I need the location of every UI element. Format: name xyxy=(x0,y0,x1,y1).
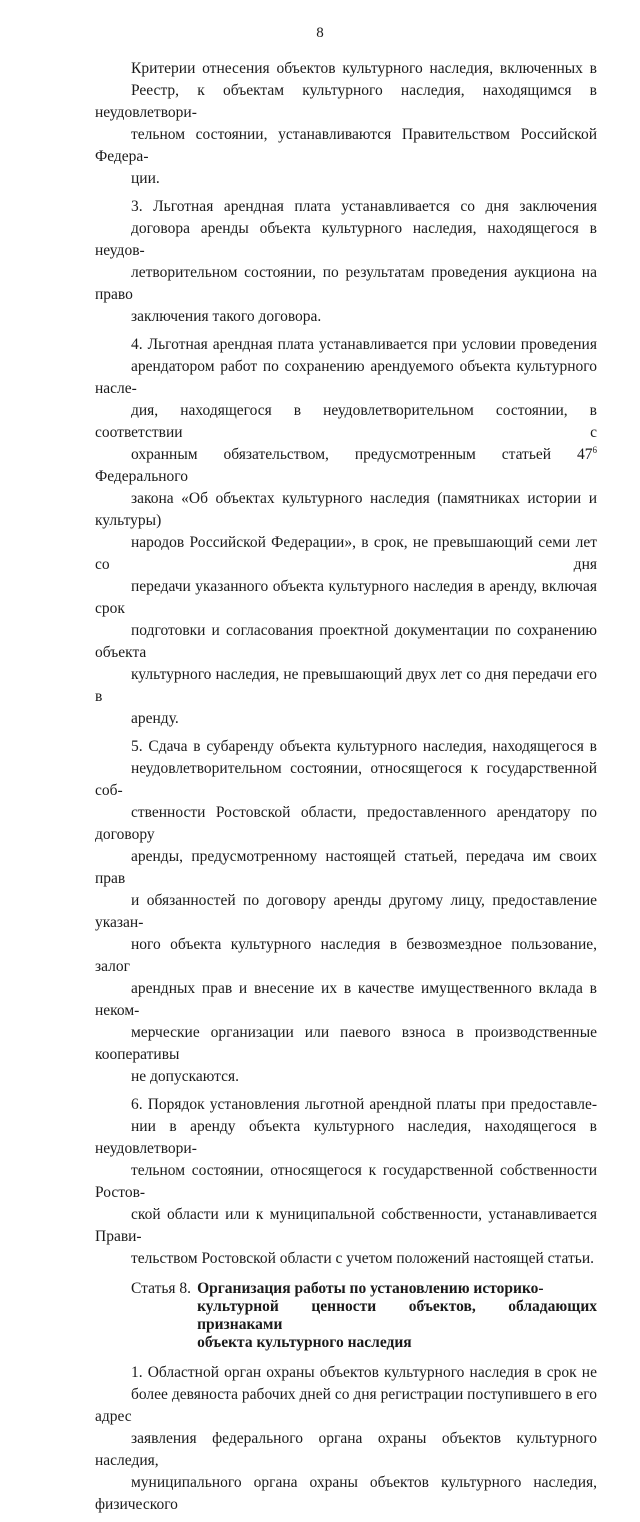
text-line: дия, находящегося в неудовлетворительном состоянии, в соответствии с xyxy=(95,402,597,441)
text-line: 5. Сдача в субаренду объекта культурного наследия, находящегося в xyxy=(131,738,597,755)
text-line: договора аренды объекта культурного наследия, находящегося в неудов- xyxy=(95,220,597,259)
article-title-line: объекта культурного наследия xyxy=(197,1334,412,1351)
text-line-with-superscript xyxy=(95,444,597,488)
text-line: арендатором работ по сохранению арендуемого объекта культурного насле- xyxy=(95,358,597,397)
paragraph-item-5 xyxy=(95,736,597,1088)
article-title xyxy=(197,1280,597,1352)
text-line: заключения такого договора. xyxy=(131,308,322,325)
text-fragment: Федерального xyxy=(95,468,189,485)
text-line: ственности Ростовской области, предоставленного арендатору по договору xyxy=(95,804,597,843)
text-line: тельством Ростовской области с учетом положений настоящей статьи. xyxy=(131,1250,594,1267)
text-line: аренду. xyxy=(131,710,179,727)
text-line: закона «Об объектах культурного наследия (памятниках истории и культуры) xyxy=(95,490,597,529)
text-line: ции. xyxy=(131,170,160,187)
article-heading xyxy=(95,1280,597,1352)
document-body xyxy=(95,58,597,1522)
text-fragment: охранным обязательством, предусмотренным статьей 47 xyxy=(131,446,593,463)
text-line: более девяноста рабочих дней со дня регистрации поступившего в его адрес xyxy=(95,1386,597,1425)
text-line: заявления федерального органа охраны объектов культурного наследия, xyxy=(95,1430,597,1469)
text-line: мерческие организации или паевого взноса в производственные кооперативы xyxy=(95,1024,597,1063)
paragraph-item-6 xyxy=(95,1094,597,1270)
text-line: культурного наследия, не превышающий двух лет со дня передачи его в xyxy=(95,666,597,705)
text-line: не допускаются. xyxy=(131,1068,240,1085)
text-line: нии в аренду объекта культурного наследия, находящегося в неудовлетвори- xyxy=(95,1118,597,1157)
article-title-line: культурной ценности объектов, обладающих признаками xyxy=(197,1298,597,1333)
text-line: 4. Льготная арендная плата устанавливается при условии проведения xyxy=(131,336,597,353)
page-number: 8 xyxy=(316,25,324,41)
text-line: неудовлетворительном состоянии, относящегося к государственной соб- xyxy=(95,760,597,799)
paragraph-item-3 xyxy=(95,196,597,328)
text-line: тельном состоянии, относящегося к государственной собственности Ростов- xyxy=(95,1162,597,1201)
text-line: и обязанностей по договору аренды другому лицу, предоставление указан- xyxy=(95,892,597,931)
text-line: летворительном состоянии, по результатам проведения аукциона на право xyxy=(95,264,597,303)
text-line: аренды, предусмотренному настоящей статьей, передача им своих прав xyxy=(95,848,597,887)
text-line: народов Российской Федерации», в срок, не превышающий семи лет со дня xyxy=(95,534,597,573)
paragraph-item-4 xyxy=(95,334,597,730)
text-line: ской области или к муниципальной собственности, устанавливается Прави- xyxy=(95,1206,597,1245)
text-line: 3. Льготная арендная плата устанавливается со дня заключения xyxy=(131,198,597,215)
text-line: 1. Областной орган охраны объектов культурного наследия в срок не xyxy=(131,1364,597,1381)
article-label: Статья 8. xyxy=(131,1280,192,1297)
text-line: Критерии отнесения объектов культурного наследия, включенных в xyxy=(131,60,597,77)
paragraph-criteria xyxy=(95,58,597,190)
text-line: передачи указанного объекта культурного наследия в аренду, включая срок xyxy=(95,578,597,617)
article-title-line: Организация работы по установлению историко- xyxy=(197,1280,544,1297)
text-line: арендных прав и внесение их в качестве имущественного вклада в неком- xyxy=(95,980,597,1019)
text-line: тельном состоянии, устанавливаются Правительством Российской Федера- xyxy=(95,126,597,165)
text-line: подготовки и согласования проектной документации по сохранению объекта xyxy=(95,622,597,661)
text-line: муниципального органа охраны объектов культурного наследия, физического xyxy=(95,1474,597,1513)
text-line: ного объекта культурного наследия в безвозмездное пользование, залог xyxy=(95,936,597,975)
paragraph-article-8-item-1 xyxy=(95,1362,597,1516)
superscript: 6 xyxy=(592,444,597,455)
text-line: 6. Порядок установления льготной арендной платы при предоставле- xyxy=(131,1096,597,1113)
text-line: Реестр, к объектам культурного наследия, находящимся в неудовлетвори- xyxy=(95,82,597,121)
